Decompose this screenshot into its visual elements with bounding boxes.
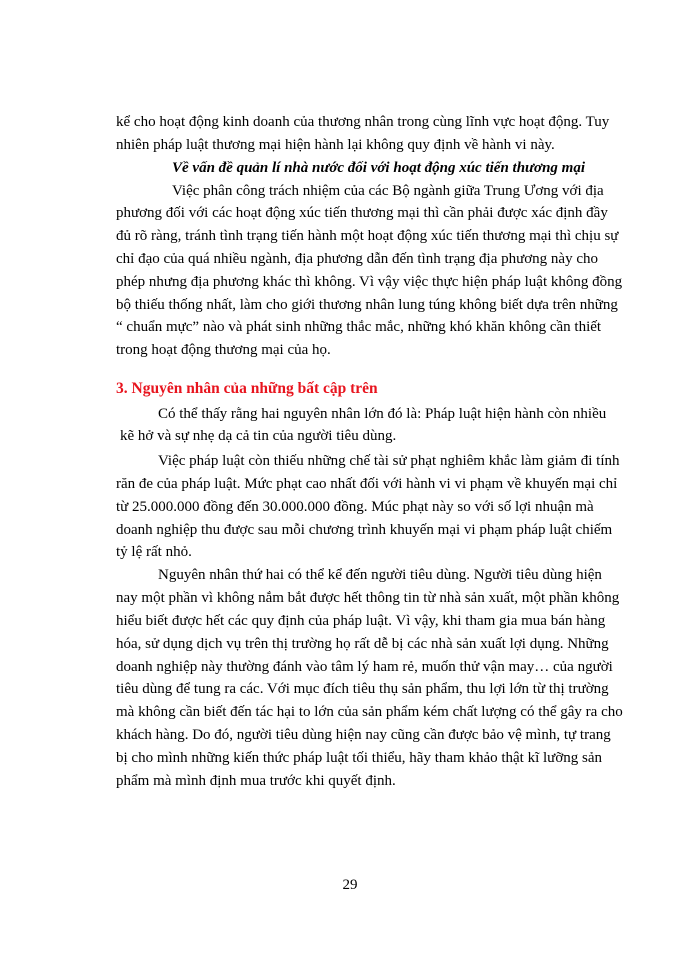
paragraph-3-line-1: Có thể thấy rằng hai nguyên nhân lớn đó là: Pháp luật hiện hành còn nhiều xyxy=(158,406,607,422)
paragraph-5-line-9: bị cho mình những kiến thức pháp luật tối thiểu, hãy tham khảo thật kĩ lưỡng sản xyxy=(116,750,602,766)
section-heading: 3. Nguyên nhân của những bất cập trên xyxy=(116,380,378,397)
paragraph-5-line-1: Nguyên nhân thứ hai có thể kể đến người tiêu dùng. Người tiêu dùng hiện xyxy=(158,567,602,583)
subheading: Về vấn đề quản lí nhà nước đối với hoạt động xúc tiến thương mại xyxy=(172,160,586,176)
paragraph-5-line-5: doanh nghiệp này thường đánh vào tâm lý ham rẻ, muốn thử vận may… của người xyxy=(116,659,613,675)
paragraph-2-line-1: Việc phân công trách nhiệm của các Bộ ngành giữa Trung Ương với địa xyxy=(172,183,604,199)
paragraph-2-line-2: phương đối với các hoạt động xúc tiến thương mại thì cần phải được xác định đầy xyxy=(116,205,608,221)
paragraph-4-line-3: từ 25.000.000 đồng đến 30.000.000 đồng. Múc phạt này so với số lợi nhuận mà xyxy=(116,499,594,515)
paragraph-5-line-3: hiểu biết được hết các quy định của pháp luật. Vì vậy, khi tham gia mua bán hàng xyxy=(116,613,606,629)
paragraph-2-line-7: “ chuẩn mực” nào và phát sinh những thắc mắc, những khó khăn không cần thiết xyxy=(116,319,602,335)
paragraph-1-line-1: kể cho hoạt động kinh doanh của thương nhân trong cùng lĩnh vực hoạt động. Tuy xyxy=(116,114,610,130)
paragraph-5-line-8: khách hàng. Do đó, người tiêu dùng hiện nay cũng cần được bảo vệ mình, tự trang xyxy=(116,727,611,743)
paragraph-2-line-4: chỉ đạo của quá nhiều ngành, địa phương dẫn đến tình trạng địa phương này cho xyxy=(116,251,598,267)
paragraph-2-line-6: bộ thiếu thống nhất, làm cho giới thương nhân lung túng không biết dựa trên những xyxy=(116,297,618,313)
paragraph-4-line-2: răn đe của pháp luật. Mức phạt cao nhất đối với hành vi vi phạm về khuyến mại chỉ xyxy=(116,476,618,492)
paragraph-4-line-1: Việc pháp luật còn thiếu những chế tài sử phạt nghiêm khắc làm giảm đi tính xyxy=(158,453,620,469)
paragraph-3-line-2: kẽ hở và sự nhẹ dạ cả tin của người tiêu dùng. xyxy=(120,428,397,444)
paragraph-5-line-4: hóa, sử dụng dịch vụ trên thị trường họ rất dễ bị các nhà sản xuất lợi dụng. Những xyxy=(116,636,609,652)
paragraph-4-line-4: doanh nghiệp thu được sau mỗi chương trình khuyến mại vi phạm pháp luật chiếm xyxy=(116,522,613,538)
page-number: 29 xyxy=(342,877,358,893)
paragraph-5-line-6: tiêu dùng để tung ra các. Với mục đích tiêu thụ sản phẩm, thu lợi lớn từ thị trường xyxy=(116,681,609,697)
paragraph-5-line-2: nay một phần vì không nắm bắt được hết thông tin từ nhà sản xuất, một phần không xyxy=(116,590,620,606)
paragraph-5-line-7: mà không cần biết đến tác hại to lớn của sản phẩm kém chất lượng có thể gây ra cho xyxy=(116,704,623,720)
paragraph-5-line-10: phẩm mà mình định mua trước khi quyết định. xyxy=(116,773,396,789)
paragraph-4-line-5: tỷ lệ rất nhỏ. xyxy=(116,544,192,560)
paragraph-2-line-3: đủ rõ ràng, tránh tình trạng tiến hành một hoạt động xúc tiến thương mại thì chịu sự xyxy=(116,228,619,244)
paragraph-1-line-2: nhiên pháp luật thương mại hiện hành lại không quy định về hành vi này. xyxy=(116,137,555,153)
paragraph-2-line-5: phép nhưng địa phương khác thì không. Vì vậy việc thực hiện pháp luật không đồng xyxy=(116,274,623,290)
paragraph-2-line-8: trong hoạt động thương mại của họ. xyxy=(116,342,331,358)
